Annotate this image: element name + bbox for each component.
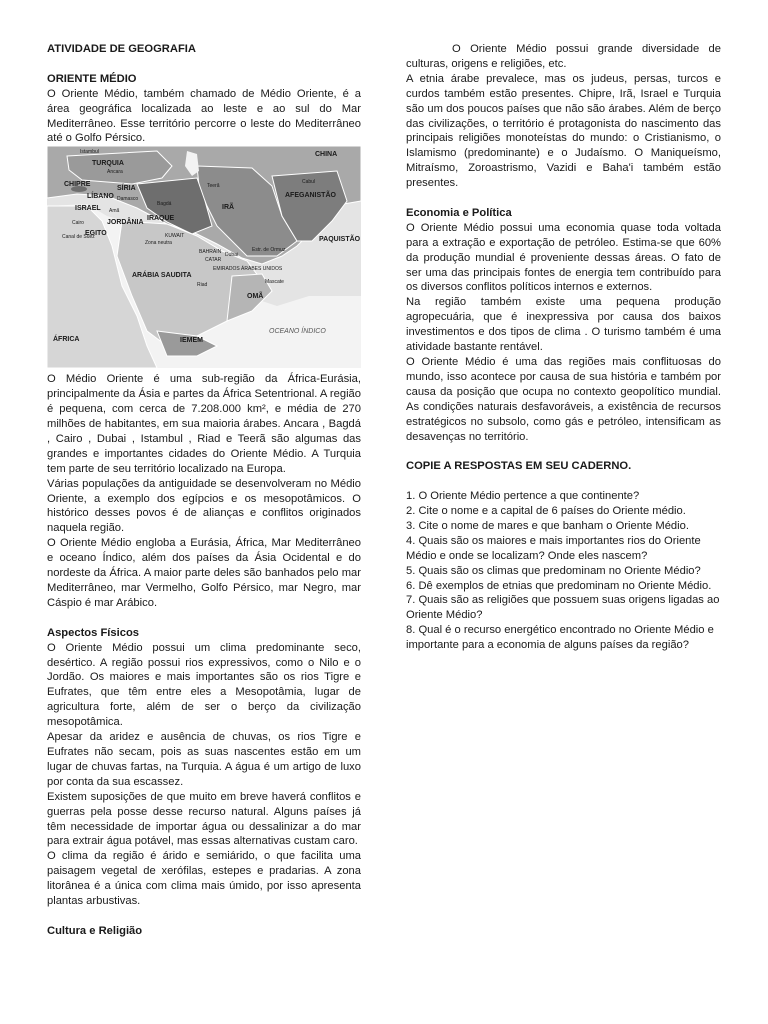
paragraph-etnia: A etnia árabe prevalece, mas os judeus, persas, turcos e curdos também estão presentes. Chipre, Irã, Israel e Turquia são um dos poucos países que não são árabes. Além de berço das civilizações, o território é protagonista do nascimento das principais religiões monoteístas do mundo: o Cristianismo, o Islamismo (predominante) e o Judaísmo. O Maniqueísmo, Mitraísmo, Zoroastrismo, Vazidi e Baha'i também estão presentes. — [406, 72, 721, 190]
question-item: 1. O Oriente Médio pertence a que continente? — [406, 490, 640, 503]
map-label-ancara: Ancara — [107, 169, 123, 176]
map-label-iemem: IEMEM — [180, 337, 203, 345]
question-item: 4. Quais são os maiores e mais importantes rios do Oriente Médio e onde se localizam? Onde eles nascem? — [406, 534, 701, 562]
paragraph-intro: O Oriente Médio, também chamado de Médio Oriente, é a área geográfica localizada ao leste e ao sul do Mar Mediterrâneo. Esse território percorre o leste do Mediterrâneo até o Golfo Pérsico. — [47, 87, 361, 145]
map-label-arabia: ARÁBIA SAUDITA — [132, 272, 192, 280]
map-label-turquia: TURQUIA — [92, 160, 124, 168]
map-label-cairo: Cairo — [72, 220, 84, 227]
spacer — [47, 611, 361, 626]
spacer — [406, 444, 721, 459]
map-label-bahrain: BAHRAIN — [199, 249, 222, 256]
section-heading-oriente-medio: ORIENTE MÉDIO — [47, 72, 137, 85]
paragraph-diversidade: O Oriente Médio possui grande diversidade de culturas, origens e religiões, etc. — [406, 43, 721, 70]
map-label-teera: Teerã — [207, 183, 220, 190]
question-item: 3. Cite o nome de mares e que banham o Oriente Médio. — [406, 519, 689, 532]
document-title: ATIVIDADE DE GEOGRAFIA — [47, 43, 196, 55]
map-label-damasco: Damasco — [117, 196, 139, 203]
questions-heading: COPIE A RESPOSTAS EM SEU CADERNO. — [406, 460, 632, 473]
middle-east-map — [47, 146, 361, 368]
map-label-ira: IRÃ — [222, 204, 235, 212]
paragraph-arido: O clima da região é árido e semiárido, o que facilita uma paisagem vegetal de xerófilas, estepes e pradarias. A zona litorânea é a única com clima mais úmido, por isso apresenta plantas arbustivas. — [47, 850, 361, 908]
paragraph-clima: O Oriente Médio possui um clima predominante seco, desértico. A região possui rios expressivos, como o Nilo e o Jordão. Os maiores e mais importantes são os rios Tigre e Eufrates, que têm entre eles a Mesopotâmia, lugar de agricultura forte, além de ser o berço da civilização mesopotâmica. — [47, 641, 361, 729]
map-label-oma: OMÃ — [247, 293, 264, 301]
left-column — [47, 42, 361, 939]
map-label-ama: Amã — [109, 208, 120, 215]
section-heading-aspectos-fisicos: Aspectos Físicos — [47, 626, 140, 639]
paragraph-aridez: Apesar da aridez e ausência de chuvas, os rios Tigre e Eufrates não secam, pois as suas nascentes estão em um lugar de chuvas fartas, na Turquia. A água é um artigo de luxo por conta da sua escassez. — [47, 731, 361, 788]
map-label-siria: SÍRIA — [117, 185, 136, 193]
map-label-africa: ÁFRICA — [53, 336, 80, 344]
spacer — [47, 909, 361, 924]
map-label-riad: Riad — [197, 282, 208, 289]
map-label-istambul: Istambul — [80, 149, 99, 156]
questions-list — [406, 489, 721, 653]
map-label-cabul: Cabul — [302, 179, 316, 186]
paragraph-agropecuaria: Na região também existe uma pequena produção agropecuária, que é inexpressiva por causa dos baixos investimentos e dos tipos de clima . O turismo também é uma atividade bastante rentável. — [406, 296, 721, 354]
map-label-catar: CATAR — [205, 257, 222, 264]
map-label-bagda: Bagdá — [157, 201, 172, 208]
paragraph-conflituosas: O Oriente Médio é uma das regiões mais conflituosas do mundo, isso acontece por causa de sua história e também por causa da posição que ocupa no contexto geopolítico mundial. As condições naturais desfavoráveis, a existência de recursos estratégicos no subsolo, como gás e petróleo, intensificam as desavenças no território. — [406, 356, 721, 443]
spacer — [406, 191, 721, 206]
question-item: 6. Dê exemplos de etnias que predominam no Oriente Médio. — [406, 579, 712, 592]
map-label-libano: LÍBANO — [87, 193, 114, 201]
spacer — [406, 474, 721, 489]
map-label-afeganistao: AFEGANISTÃO — [285, 192, 336, 200]
map-label-kuwait: KUWAIT — [165, 233, 185, 240]
paragraph-sub-regiao: O Médio Oriente é uma sub-região da África-Eurásia, principalmente da Ásia e partes da África Setentrional. A região é pequena, com cerca de 7.208.000 km², e média de 270 milhões de habitantes, em sua maioria árabes. Ancara , Bagdá , Cairo , Dubai , Istambul , Riad e Teerã são algumas das grandes e importantes cidades do Oriente Médio. A Turquia tem parte de seu território localizado na Europa. — [47, 373, 361, 475]
map-label-emirados: EMIRADOS ÁRABES UNIDOS — [213, 266, 283, 273]
map-label-zona: Zona neutra — [145, 240, 172, 247]
paragraph-populacoes: Várias populações da antiguidade se desenvolveram no Médio Oriente, a exemplo dos egípcios e os mesopotâmicos. O histórico desses povos é de alianças e conflitos originados naquela região. — [47, 477, 361, 535]
map-label-oceano: OCEANO ÍNDICO — [269, 328, 326, 336]
map-label-iraque: IRAQUE — [147, 215, 175, 223]
paragraph-engloba: O Oriente Médio engloba a Eurásia, África, Mar Mediterrâneo e oceano Índico, além dos países da Ásia Ocidental e do nordeste da África. A maior parte deles são banhados pelo mar Mediterrâneo, mar Vermelho, Golfo Pérsico, mar Negro, mar Cáspio é mar Arábico. — [47, 537, 361, 609]
section-heading-economia-politica: Economia e Política — [406, 206, 512, 219]
question-item: 5. Quais são os climas que predominam no Oriente Médio? — [406, 564, 701, 577]
paragraph-suposicoes: Existem suposições de que muito em breve haverá conflitos e guerras pela posse desse recurso natural. Alguns países já têm necessidade de importar água ou dessalinizar a do mar para extrair água potável, mas essas alternativas custam caro. — [47, 790, 361, 848]
map-label-canal-suez: Canal de Suez — [62, 234, 95, 241]
map-label-estreito: Estr. de Ormuz — [252, 247, 286, 254]
question-item: 8. Qual é o recurso energético encontrado no Oriente Médio e importante para a economia de alguns países da região? — [406, 624, 714, 652]
map-label-israel: ISRAEL — [75, 205, 101, 213]
map-label-jordania: JORDÂNIA — [107, 219, 144, 227]
map-label-egito: EGITO — [85, 230, 107, 238]
right-column — [406, 42, 721, 653]
question-item: 7. Quais são as religiões que possuem suas origens ligadas ao Oriente Médio? — [406, 594, 720, 622]
question-item: 2. Cite o nome e a capital de 6 países do Oriente médio. — [406, 505, 686, 518]
map-label-mascate: Mascate — [265, 279, 284, 286]
map-label-china: CHINA — [315, 151, 338, 159]
map-label-chipre: CHIPRE — [64, 181, 91, 189]
map-label-paquistao: PAQUISTÃO — [319, 236, 361, 244]
paragraph-economia: O Oriente Médio possui uma economia quase toda voltada para a extração e exportação de petróleo. Estima-se que 60% da produção mundial é proveniente dessas áreas. O fato de ser uma das principais fontes de energia tem contribuído para os diversos conflitos políticos internos e externos. — [406, 221, 721, 294]
section-heading-cultura-religiao: Cultura e Religião — [47, 924, 143, 937]
map-label-dubai: Dubai — [225, 252, 239, 259]
